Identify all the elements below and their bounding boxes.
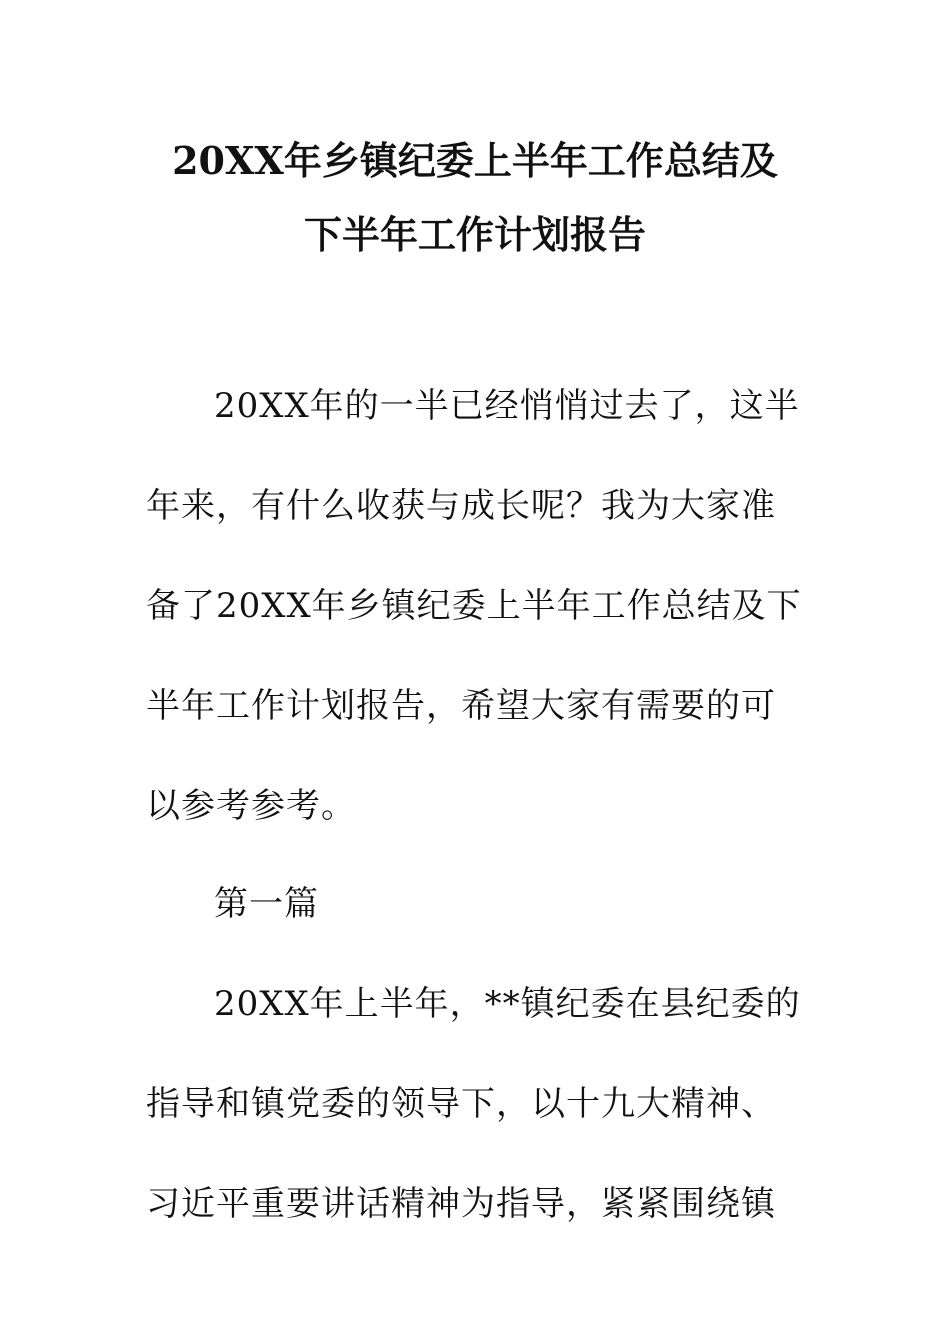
paragraph1-line-4: 半年工作计划报告，希望大家有需要的可: [146, 686, 776, 726]
paragraph1-line-1: 20XX年的一半已经悄悄过去了，这半: [214, 386, 800, 426]
paragraph2-line-1: 20XX年上半年，**镇纪委在县纪委的: [214, 984, 801, 1024]
paragraph1-line-5: 以参考参考。: [146, 786, 356, 826]
section-heading: 第一篇: [214, 884, 319, 924]
document-title-line-2: 下半年工作计划报告: [303, 212, 646, 257]
paragraph1-line-3: 备了20XX年乡镇纪委上半年工作总结及下: [146, 586, 802, 626]
paragraph1-line-2: 年来，有什么收获与成长呢？我为大家准: [146, 486, 776, 526]
document-title-line-1: 20XX年乡镇纪委上半年工作总结及: [172, 138, 778, 183]
paragraph2-line-2: 指导和镇党委的领导下，以十九大精神、: [146, 1084, 776, 1124]
paragraph2-line-3: 习近平重要讲话精神为指导，紧紧围绕镇: [146, 1184, 776, 1224]
